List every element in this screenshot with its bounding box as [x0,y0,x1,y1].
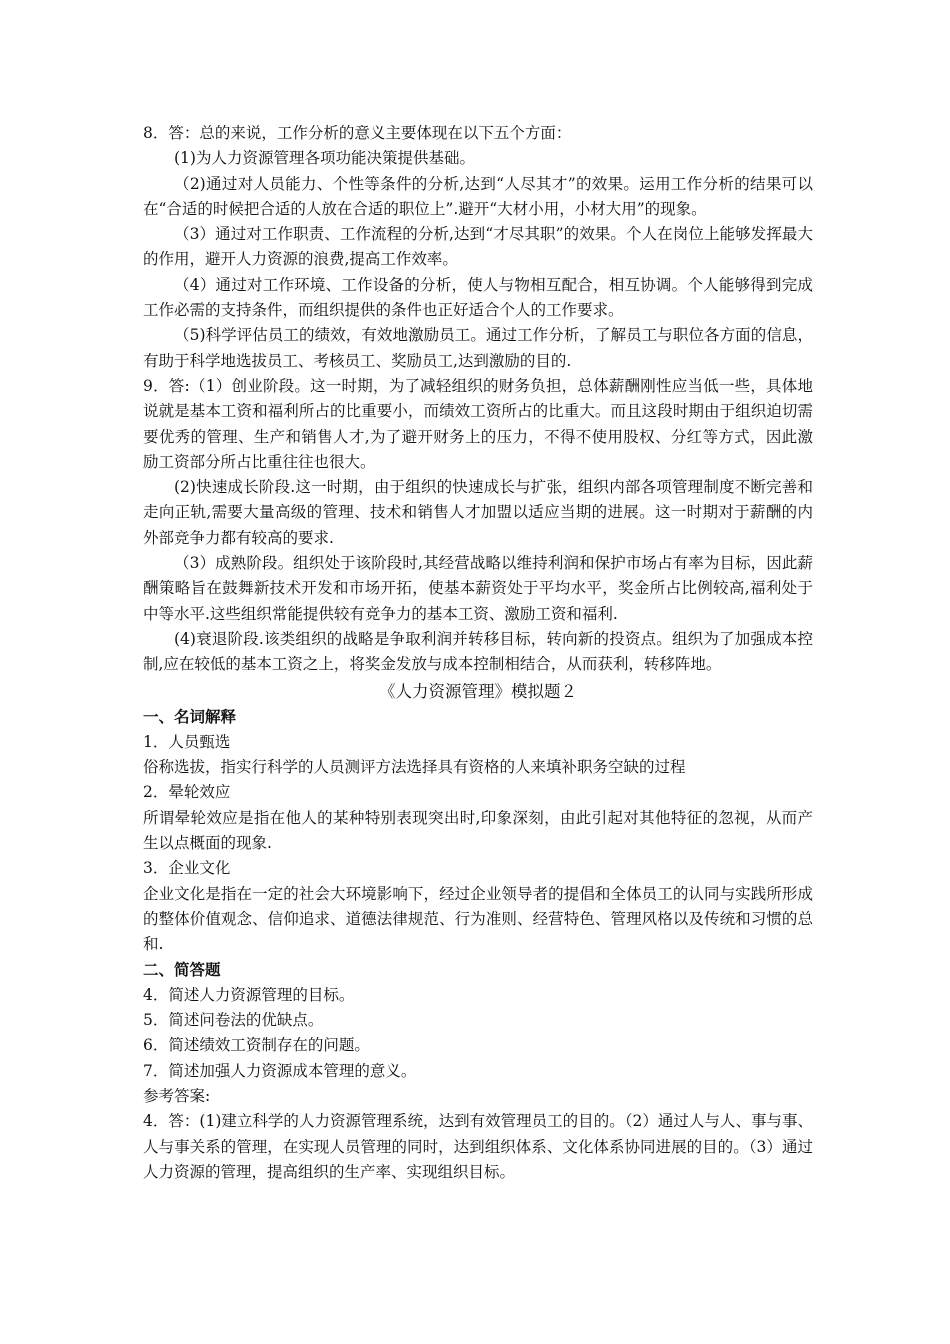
term-1-definition: 俗称选拔，指实行科学的人员测评方法选择具有资格的人来填补职务空缺的过程 [143,758,686,777]
answer-8-intro: 8．答：总的来说，工作分析的意义主要体现在以下五个方面： [143,124,572,142]
reference-answers-label: 参考答案: [143,1086,211,1105]
section-heading-short-answer: 二、简答题 [143,960,221,979]
answer-8-point-2: （2)通过对人员能力、个性等条件的分析,达到“人尽其才”的效果。运用工作分析的结果可以在“合适的时候把合适的人放在合适的职位上”.避开“大材小用，小材大用”的现象。 [143,174,813,218]
term-3: 3．企业文化 [143,859,231,878]
answer-9-stage-3: （3）成熟阶段。组织处于该阶段时,其经营战略以维持利润和保护市场占有率为目标，因此薪酬策略旨在鼓舞新技术开发和市场开拓，使基本薪资处于平均水平，奖金所占比例较高,福利处于中等水平.这些组织常能提供较有竞争力的基本工资、激励工资和福利. [143,554,813,623]
term-1: 1．人员甄选 [143,732,231,751]
term-2-definition: 所谓晕轮效应是指在他人的某种特别表现突出时,印象深刻，由此引起对其他特征的忽视，从而产生以点概面的现象. [143,808,813,853]
term-3-definition: 企业文化是指在一定的社会大环境影响下，经过企业领导者的提倡和全体员工的认同与实践所形成的整体价值观念、信仰追求、道德法律规范、行为准则、经营特色、管理风格以及传统和习惯的总和. [143,884,813,954]
answer-8-point-5: （5)科学评估员工的绩效，有效地激励员工。通过工作分析，了解员工与职位各方面的信息，有助于科学地选拔员工、考核员工、奖励员工,达到激励的目的. [143,326,813,370]
answer-9-stage-2: (2)快速成长阶段.这一时期，由于组织的快速成长与扩张，组织内部各项管理制度不断完善和走向正轨,需要大量高级的管理、技术和销售人才加盟以适应当期的进展。这一时期对于薪酬的内外部竞争力都有较高的要求. [143,478,813,547]
answer-9-stage-4: (4)衰退阶段.该类组织的战略是争取利润并转移目标，转向新的投资点。组织为了加强成本控制,应在较低的基本工资之上，将奖金发放与成本控制相结合，从而获利，转移阵地。 [143,629,813,674]
answer-9-stage-1: 9．答:（1）创业阶段。这一时期，为了减轻组织的财务负担，总体薪酬刚性应当低一些，具体地说就是基本工资和福利所占的比重要小，而绩效工资所占的比重大。而且这段时期由于组织迫切需要优秀的管理、生产和销售人才,为了避开财务上的压力，不得不使用股权、分红等方式，因此激励工资部分所占比重往往也很大。 [143,376,813,471]
answer-4: 4．答：(1)建立科学的人力资源管理系统，达到有效管理员工的目的。（2）通过人与人、事与事、人与事关系的管理，在实现人员管理的同时，达到组织体系、文化体系协同进展的目的。（3）通过人力资源的管理，提高组织的生产率、实现组织目标。 [143,1112,813,1181]
document-body [143,121,813,1185]
term-2: 2．晕轮效应 [143,783,231,802]
question-5: 5．简述问卷法的优缺点。 [143,1011,324,1030]
section-heading-terms: 一、名词解释 [143,707,237,726]
answer-8-point-4: （4）通过对工作环境、工作设备的分析，使人与物相互配合，相互协调。个人能够得到完成工作必需的支持条件，而组织提供的条件也正好适合个人的工作要求。 [143,275,813,320]
question-7: 7．简述加强人力资源成本管理的意义。 [143,1061,417,1080]
question-4: 4．简述人力资源管理的目标。 [143,985,355,1004]
answer-8-point-3: （3）通过对工作职责、工作流程的分析,达到“才尽其职”的效果。个人在岗位上能够发挥最大的作用，避开人力资源的浪费,提高工作效率。 [143,225,813,269]
answer-8-point-1: (1)为人力资源管理各项功能决策提供基础。 [174,149,475,168]
question-6: 6．简述绩效工资制存在的问题。 [143,1036,370,1055]
exam-title: 《人力资源管理》模拟题２ [379,681,577,701]
